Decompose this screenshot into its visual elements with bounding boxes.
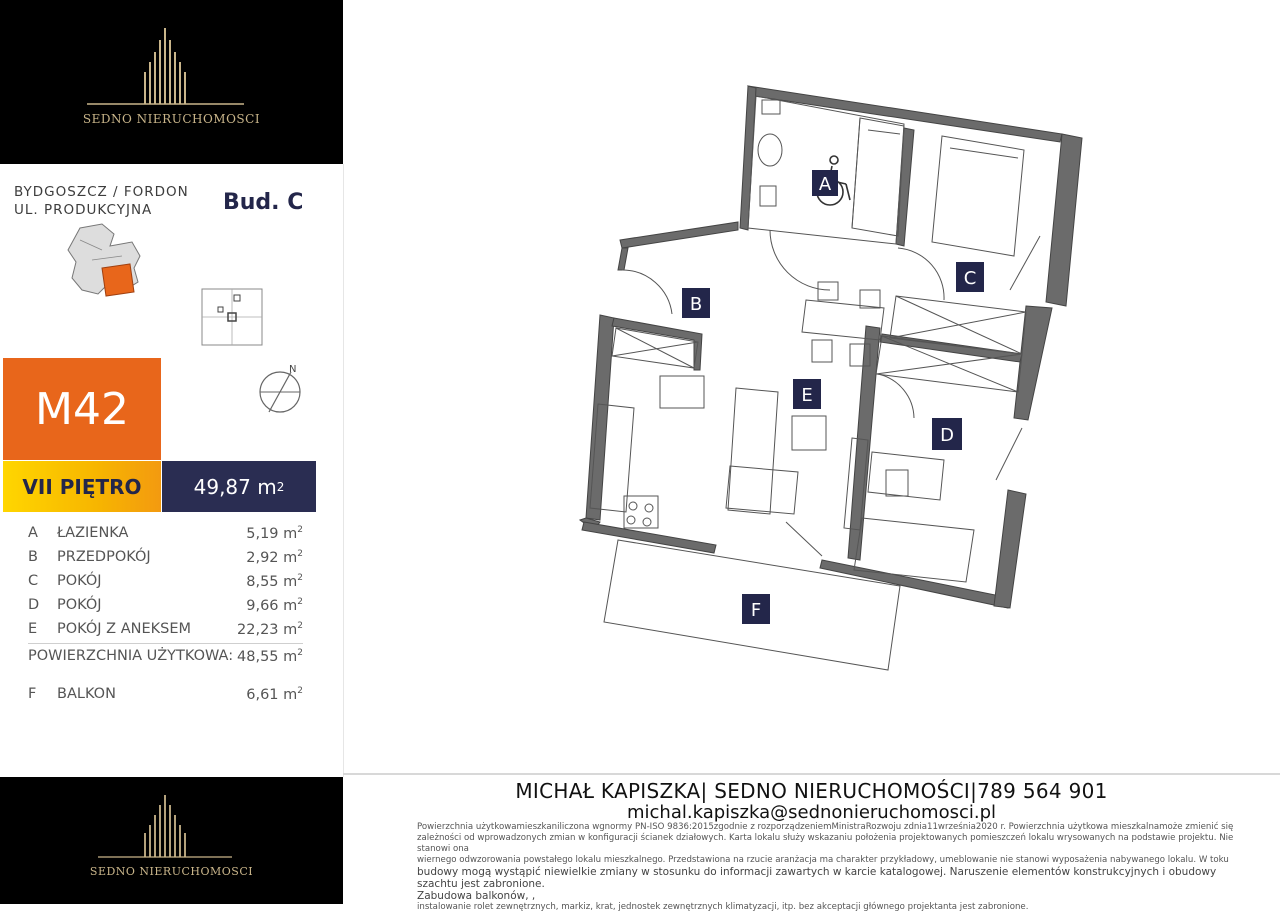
usable-area-row	[28, 648, 303, 670]
room-area: 2,92 $m^2$	[246, 549, 303, 566]
usable-area-value: 48,55 $m^2$	[237, 648, 303, 665]
site-plan-icon	[62, 220, 147, 302]
street-label: UL. PRODUKCYJNA	[14, 202, 153, 218]
floor-plan	[343, 0, 1280, 772]
room-label-D	[932, 418, 962, 450]
room-area: 22,23 $m^2$	[237, 621, 303, 638]
compass-icon	[255, 360, 305, 415]
room-label-B	[682, 288, 710, 318]
disclaimer-line: Zabudowa balkonów, ,	[417, 890, 536, 902]
room-name: ŁAZIENKA	[57, 525, 129, 541]
total-area	[162, 461, 316, 512]
room-area: 5,19 $m^2$	[246, 525, 303, 542]
disclaimer-line: budowy mogą wystąpić niewielkie zmiany w stosunku do informacji zawartych w karcie katalogowej. Naruszenie elementów konstrukcyjnych i obudowy szachtu jest zabronione.	[417, 866, 1217, 890]
agent-email[interactable]: michal.kapiszka@sednonieruchomosci.pl	[627, 802, 996, 823]
logo-panel-bottom	[0, 777, 343, 904]
room-row	[28, 525, 303, 547]
disclaimer-line: wiernego odwzorowania powstałego lokalu mieszkalnego. Przedstawiona na rzucie aranżacja ma charakter przykładowy, umeblowanie nie stanowi wyposażenia nabywanego lokalu. W toku	[417, 855, 1229, 865]
room-area: 6,61 $m^2$	[246, 686, 303, 703]
svg-text:C: C	[963, 268, 977, 289]
logo-skyline-icon	[0, 777, 343, 904]
agent-contact: MICHAŁ KAPISZKA| SEDNO NIERUCHOMOŚCI|789 564 901	[515, 779, 1108, 803]
total-area-value: 49,87 m	[193, 474, 277, 499]
usable-area-label: POWIERZCHNIA UŻYTKOWA:	[28, 648, 234, 664]
room-key: C	[28, 573, 39, 589]
room-row	[28, 549, 303, 571]
room-name: POKÓJ	[57, 573, 102, 589]
room-key: E	[28, 621, 38, 637]
logo-skyline-icon	[0, 0, 343, 164]
room-name: POKÓJ Z ANEKSEM	[57, 621, 192, 637]
apartment-number: M42	[3, 358, 161, 460]
city-label: BYDGOSZCZ / FORDON	[14, 184, 189, 200]
svg-text:F: F	[750, 600, 762, 621]
svg-text:E: E	[801, 385, 813, 406]
logo-text: SEDNO NIERUCHOMOSCI	[89, 865, 254, 878]
room-label-A	[812, 170, 838, 196]
room-label-E	[793, 379, 821, 409]
room-row	[28, 621, 303, 643]
total-area-sup: 2	[276, 479, 285, 494]
building-label: Bud. C	[223, 190, 304, 215]
room-key: D	[28, 597, 40, 613]
balcony-row	[28, 686, 303, 708]
disclaimer-line: instalowanie rolet zewnętrznych, markiz, krat, jednostek zewnętrznych klimatyzacji, itp. bez akceptacji głównego projektanta jest zabronione.	[417, 902, 1029, 912]
room-name: BALKON	[57, 686, 116, 702]
room-label-F	[742, 594, 770, 624]
floor-key-icon	[198, 285, 268, 351]
room-key: A	[28, 525, 38, 541]
room-key: F	[28, 686, 37, 702]
room-area: 8,55 $m^2$	[246, 573, 303, 590]
disclaimer-line: Powierzchnia użytkowamieszkaniliczona wgnormy PN-ISO 9836:2015zgodnie z rozporządzeniemMinistraRozwoju zdnia11września2020 r. Powierzchnia użytkowa mieszkalnamoże zmienić się	[417, 822, 1234, 832]
room-area: 9,66 $m^2$	[246, 597, 303, 614]
svg-text:A: A	[818, 174, 832, 195]
disclaimer	[417, 822, 1257, 913]
room-row	[28, 573, 303, 595]
room-label-C	[956, 262, 984, 292]
address	[14, 183, 189, 219]
room-name: POKÓJ	[57, 597, 102, 613]
footer-divider	[343, 773, 1280, 775]
logo-text: SEDNO NIERUCHOMOSCI	[82, 112, 261, 126]
logo-panel	[0, 0, 343, 164]
disclaimer-line: zależności od wprowadzonych zmian w konfiguracji ścianek działowych. Karta lokalu służy wskazaniu położenia projektowanych pomieszczeń lokalu wrysowanych na podstawie projektu. Nie stanowi ona	[417, 833, 1234, 854]
room-row	[28, 597, 303, 619]
room-key: B	[28, 549, 38, 565]
floor-label: VII PIĘTRO	[3, 461, 161, 512]
svg-text:D: D	[940, 425, 954, 446]
svg-text:B: B	[689, 294, 703, 315]
divider	[28, 643, 303, 644]
room-name: PRZEDPOKÓJ	[57, 549, 151, 565]
compass-n-label: N	[289, 364, 297, 375]
